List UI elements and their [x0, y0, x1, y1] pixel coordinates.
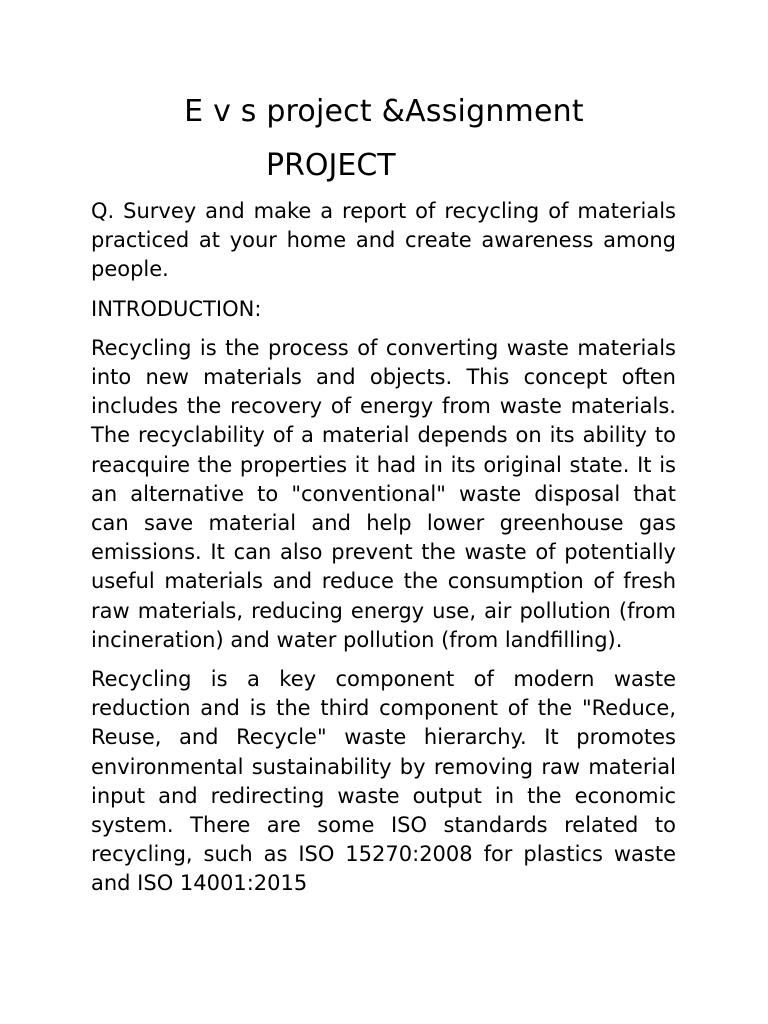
intro-paragraph-2: Recycling is a key component of modern waste reduction and is the third component of the "Reduce, Reuse, and Recycle" waste hierarchy. It promotes environmental sustainability by removing raw material input and redirecting waste output in the economic system. There are some ISO standards related to recycling, such as ISO 15270:2008 for plastics waste and ISO 14001:2015	[91, 667, 676, 896]
intro-paragraph-1: Recycling is the process of converting waste materials into new materials and objects. This concept often includes the recovery of energy from waste materials. The recyclability of a material depends on its ability to reacquire the properties it had in its original state. It is an alternative to "conventional" waste disposal that can save material and help lower greenhouse gas emissions. It can also prevent the waste of potentially useful materials and reduce the consumption of fresh raw materials, reducing energy use, air pollution (from incineration) and water pollution (from landfilling).	[91, 335, 676, 652]
section-heading: INTRODUCTION:	[91, 296, 262, 321]
question-paragraph: Q. Survey and make a report of recycling of materials practiced at your home and create awareness among people.	[91, 199, 676, 282]
document-body	[91, 197, 676, 909]
document-title: E v s project &Assignment	[184, 94, 584, 129]
document-subtitle: PROJECT	[266, 148, 396, 183]
